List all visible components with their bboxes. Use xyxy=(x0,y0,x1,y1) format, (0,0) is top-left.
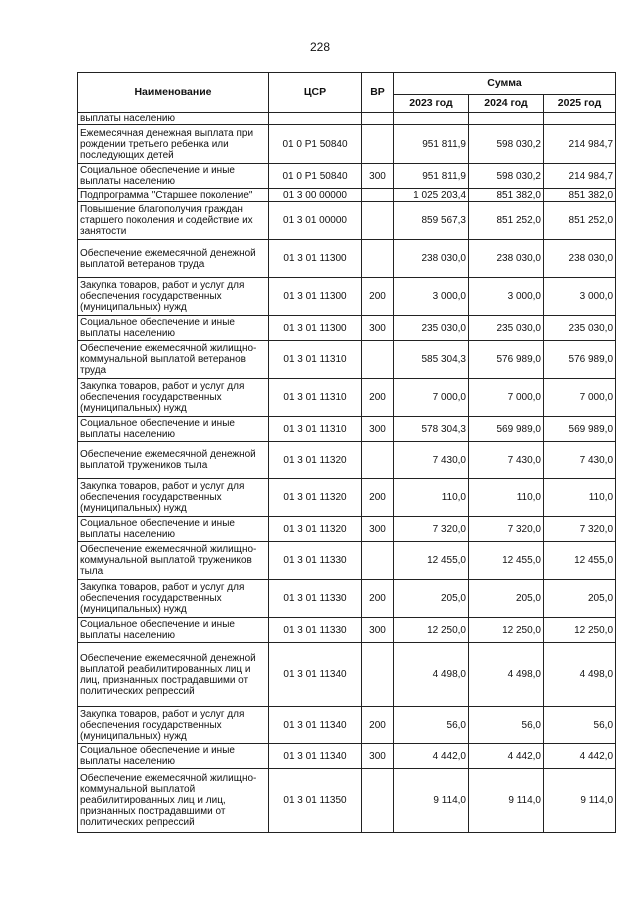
row-sum-2025: 214 984,7 xyxy=(544,125,616,164)
row-csr: 01 3 01 11300 xyxy=(269,316,362,341)
row-sum-2023: 110,0 xyxy=(394,479,469,517)
row-sum-2024: 12 250,0 xyxy=(469,618,544,643)
table-row xyxy=(78,744,616,769)
row-name: Обеспечение ежемесячной денежной выплатой тружеников тыла xyxy=(78,442,269,479)
header-year-2024: 2024 год xyxy=(469,95,544,113)
row-sum-2024: 576 989,0 xyxy=(469,341,544,379)
row-sum-2025: 569 989,0 xyxy=(544,417,616,442)
row-csr: 01 0 P1 50840 xyxy=(269,125,362,164)
row-name: Обеспечение ежемесячной жилищно-коммунальной выплатой тружеников тыла xyxy=(78,542,269,580)
table-row xyxy=(78,442,616,479)
row-sum-2023: 7 320,0 xyxy=(394,517,469,542)
row-sum-2023: 1 025 203,4 xyxy=(394,189,469,202)
row-name: Социальное обеспечение и иные выплаты населению xyxy=(78,316,269,341)
row-name: Ежемесячная денежная выплата при рождении третьего ребенка или последующих детей xyxy=(78,125,269,164)
row-sum-2024: 598 030,2 xyxy=(469,164,544,189)
row-sum-2024: 4 442,0 xyxy=(469,744,544,769)
row-sum-2023: 12 455,0 xyxy=(394,542,469,580)
table-row xyxy=(78,707,616,744)
row-csr: 01 3 01 11350 xyxy=(269,769,362,833)
row-sum-2024: 569 989,0 xyxy=(469,417,544,442)
row-csr: 01 3 01 11310 xyxy=(269,417,362,442)
row-vr xyxy=(362,442,394,479)
row-name: Повышение благополучия граждан старшего поколения и содействие их занятости xyxy=(78,202,269,240)
row-sum-2025: 110,0 xyxy=(544,479,616,517)
table-row xyxy=(78,542,616,580)
row-vr xyxy=(362,341,394,379)
row-sum-2023: 585 304,3 xyxy=(394,341,469,379)
row-sum-2025 xyxy=(544,113,616,125)
row-sum-2025: 205,0 xyxy=(544,580,616,618)
row-vr: 300 xyxy=(362,316,394,341)
row-sum-2024: 851 382,0 xyxy=(469,189,544,202)
table-body xyxy=(78,113,616,833)
row-name: Закупка товаров, работ и услуг для обеспечения государственных (муниципальных) нужд xyxy=(78,479,269,517)
row-sum-2023: 205,0 xyxy=(394,580,469,618)
row-sum-2025: 9 114,0 xyxy=(544,769,616,833)
row-name: Обеспечение ежемесячной денежной выплатой ветеранов труда xyxy=(78,240,269,278)
row-sum-2023: 56,0 xyxy=(394,707,469,744)
row-name: Закупка товаров, работ и услуг для обеспечения государственных (муниципальных) нужд xyxy=(78,379,269,417)
row-sum-2023: 12 250,0 xyxy=(394,618,469,643)
row-vr: 200 xyxy=(362,479,394,517)
row-sum-2023: 7 430,0 xyxy=(394,442,469,479)
table-row xyxy=(78,316,616,341)
row-vr xyxy=(362,202,394,240)
row-vr: 300 xyxy=(362,744,394,769)
row-sum-2025: 851 252,0 xyxy=(544,202,616,240)
row-name: Социальное обеспечение и иные выплаты населению xyxy=(78,164,269,189)
table-row xyxy=(78,580,616,618)
row-name: Социальное обеспечение и иные выплаты населению xyxy=(78,618,269,643)
row-sum-2023: 4 442,0 xyxy=(394,744,469,769)
row-sum-2023 xyxy=(394,113,469,125)
table-row xyxy=(78,125,616,164)
row-sum-2023: 235 030,0 xyxy=(394,316,469,341)
table-row xyxy=(78,517,616,542)
header-vr: ВР xyxy=(362,73,394,113)
row-sum-2024: 238 030,0 xyxy=(469,240,544,278)
row-sum-2024 xyxy=(469,113,544,125)
row-vr: 200 xyxy=(362,707,394,744)
row-sum-2025: 214 984,7 xyxy=(544,164,616,189)
header-year-2025: 2025 год xyxy=(544,95,616,113)
row-csr: 01 3 01 11300 xyxy=(269,278,362,316)
row-name: Обеспечение ежемесячной жилищно-коммунальной выплатой ветеранов труда xyxy=(78,341,269,379)
table-row xyxy=(78,417,616,442)
row-sum-2024: 851 252,0 xyxy=(469,202,544,240)
row-csr: 01 3 01 11340 xyxy=(269,744,362,769)
row-vr xyxy=(362,125,394,164)
row-sum-2025: 238 030,0 xyxy=(544,240,616,278)
row-sum-2024: 205,0 xyxy=(469,580,544,618)
row-sum-2024: 4 498,0 xyxy=(469,643,544,707)
table-row xyxy=(78,189,616,202)
row-sum-2024: 56,0 xyxy=(469,707,544,744)
row-sum-2023: 859 567,3 xyxy=(394,202,469,240)
row-csr: 01 3 00 00000 xyxy=(269,189,362,202)
row-vr: 300 xyxy=(362,618,394,643)
row-sum-2025: 12 250,0 xyxy=(544,618,616,643)
row-vr xyxy=(362,769,394,833)
row-sum-2025: 4 442,0 xyxy=(544,744,616,769)
row-name: Социальное обеспечение и иные выплаты населению xyxy=(78,744,269,769)
row-vr: 200 xyxy=(362,379,394,417)
table-row xyxy=(78,618,616,643)
row-sum-2025: 56,0 xyxy=(544,707,616,744)
page-number: 228 xyxy=(309,40,331,54)
header-year-2023: 2023 год xyxy=(394,95,469,113)
row-csr: 01 0 P1 50840 xyxy=(269,164,362,189)
row-csr: 01 3 01 11320 xyxy=(269,517,362,542)
row-vr xyxy=(362,189,394,202)
row-name: выплаты населению xyxy=(78,113,269,125)
table-row xyxy=(78,769,616,833)
row-sum-2024: 598 030,2 xyxy=(469,125,544,164)
row-name: Обеспечение ежемесячной жилищно-коммунальной выплатой реабилитированных лиц и лиц, признанных пострадавшими от политических репрессий xyxy=(78,769,269,833)
row-name: Подпрограмма "Старшее поколение" xyxy=(78,189,269,202)
row-csr: 01 3 01 11320 xyxy=(269,442,362,479)
row-sum-2025: 3 000,0 xyxy=(544,278,616,316)
row-sum-2025: 7 430,0 xyxy=(544,442,616,479)
row-name: Обеспечение ежемесячной денежной выплатой реабилитированных лиц и лиц, признанных пострадавшими от политических репрессий xyxy=(78,643,269,707)
table-row xyxy=(78,278,616,316)
budget-table xyxy=(77,72,616,833)
row-sum-2025: 7 320,0 xyxy=(544,517,616,542)
row-vr xyxy=(362,113,394,125)
table-row xyxy=(78,164,616,189)
row-vr xyxy=(362,542,394,580)
row-vr: 200 xyxy=(362,278,394,316)
row-name: Социальное обеспечение и иные выплаты населению xyxy=(78,417,269,442)
row-sum-2023: 7 000,0 xyxy=(394,379,469,417)
table-row xyxy=(78,379,616,417)
row-sum-2024: 7 000,0 xyxy=(469,379,544,417)
table-row xyxy=(78,202,616,240)
row-csr: 01 3 01 11300 xyxy=(269,240,362,278)
row-name: Закупка товаров, работ и услуг для обеспечения государственных (муниципальных) нужд xyxy=(78,580,269,618)
row-sum-2023: 4 498,0 xyxy=(394,643,469,707)
row-sum-2025: 851 382,0 xyxy=(544,189,616,202)
row-name: Социальное обеспечение и иные выплаты населению xyxy=(78,517,269,542)
table-row xyxy=(78,240,616,278)
row-sum-2023: 9 114,0 xyxy=(394,769,469,833)
row-name: Закупка товаров, работ и услуг для обеспечения государственных (муниципальных) нужд xyxy=(78,278,269,316)
row-sum-2024: 7 320,0 xyxy=(469,517,544,542)
row-sum-2023: 951 811,9 xyxy=(394,164,469,189)
row-csr xyxy=(269,113,362,125)
row-vr xyxy=(362,643,394,707)
row-sum-2023: 578 304,3 xyxy=(394,417,469,442)
row-csr: 01 3 01 00000 xyxy=(269,202,362,240)
row-sum-2023: 951 811,9 xyxy=(394,125,469,164)
row-sum-2024: 235 030,0 xyxy=(469,316,544,341)
row-sum-2024: 7 430,0 xyxy=(469,442,544,479)
header-csr: ЦСР xyxy=(269,73,362,113)
row-csr: 01 3 01 11340 xyxy=(269,643,362,707)
header-sum: Сумма xyxy=(394,73,616,95)
row-sum-2024: 110,0 xyxy=(469,479,544,517)
row-sum-2024: 12 455,0 xyxy=(469,542,544,580)
row-csr: 01 3 01 11330 xyxy=(269,542,362,580)
row-csr: 01 3 01 11330 xyxy=(269,580,362,618)
header-name: Наименование xyxy=(78,73,269,113)
row-sum-2025: 7 000,0 xyxy=(544,379,616,417)
row-csr: 01 3 01 11310 xyxy=(269,379,362,417)
row-sum-2025: 235 030,0 xyxy=(544,316,616,341)
row-sum-2025: 576 989,0 xyxy=(544,341,616,379)
row-vr: 300 xyxy=(362,517,394,542)
table-row xyxy=(78,643,616,707)
row-sum-2023: 238 030,0 xyxy=(394,240,469,278)
row-sum-2024: 9 114,0 xyxy=(469,769,544,833)
row-name: Закупка товаров, работ и услуг для обеспечения государственных (муниципальных) нужд xyxy=(78,707,269,744)
table-row xyxy=(78,341,616,379)
row-vr xyxy=(362,240,394,278)
row-sum-2023: 3 000,0 xyxy=(394,278,469,316)
row-vr: 300 xyxy=(362,164,394,189)
row-sum-2025: 12 455,0 xyxy=(544,542,616,580)
table-row xyxy=(78,479,616,517)
table-row xyxy=(78,113,616,125)
row-csr: 01 3 01 11330 xyxy=(269,618,362,643)
row-vr: 300 xyxy=(362,417,394,442)
row-sum-2024: 3 000,0 xyxy=(469,278,544,316)
row-csr: 01 3 01 11320 xyxy=(269,479,362,517)
row-sum-2025: 4 498,0 xyxy=(544,643,616,707)
row-vr: 200 xyxy=(362,580,394,618)
row-csr: 01 3 01 11340 xyxy=(269,707,362,744)
row-csr: 01 3 01 11310 xyxy=(269,341,362,379)
